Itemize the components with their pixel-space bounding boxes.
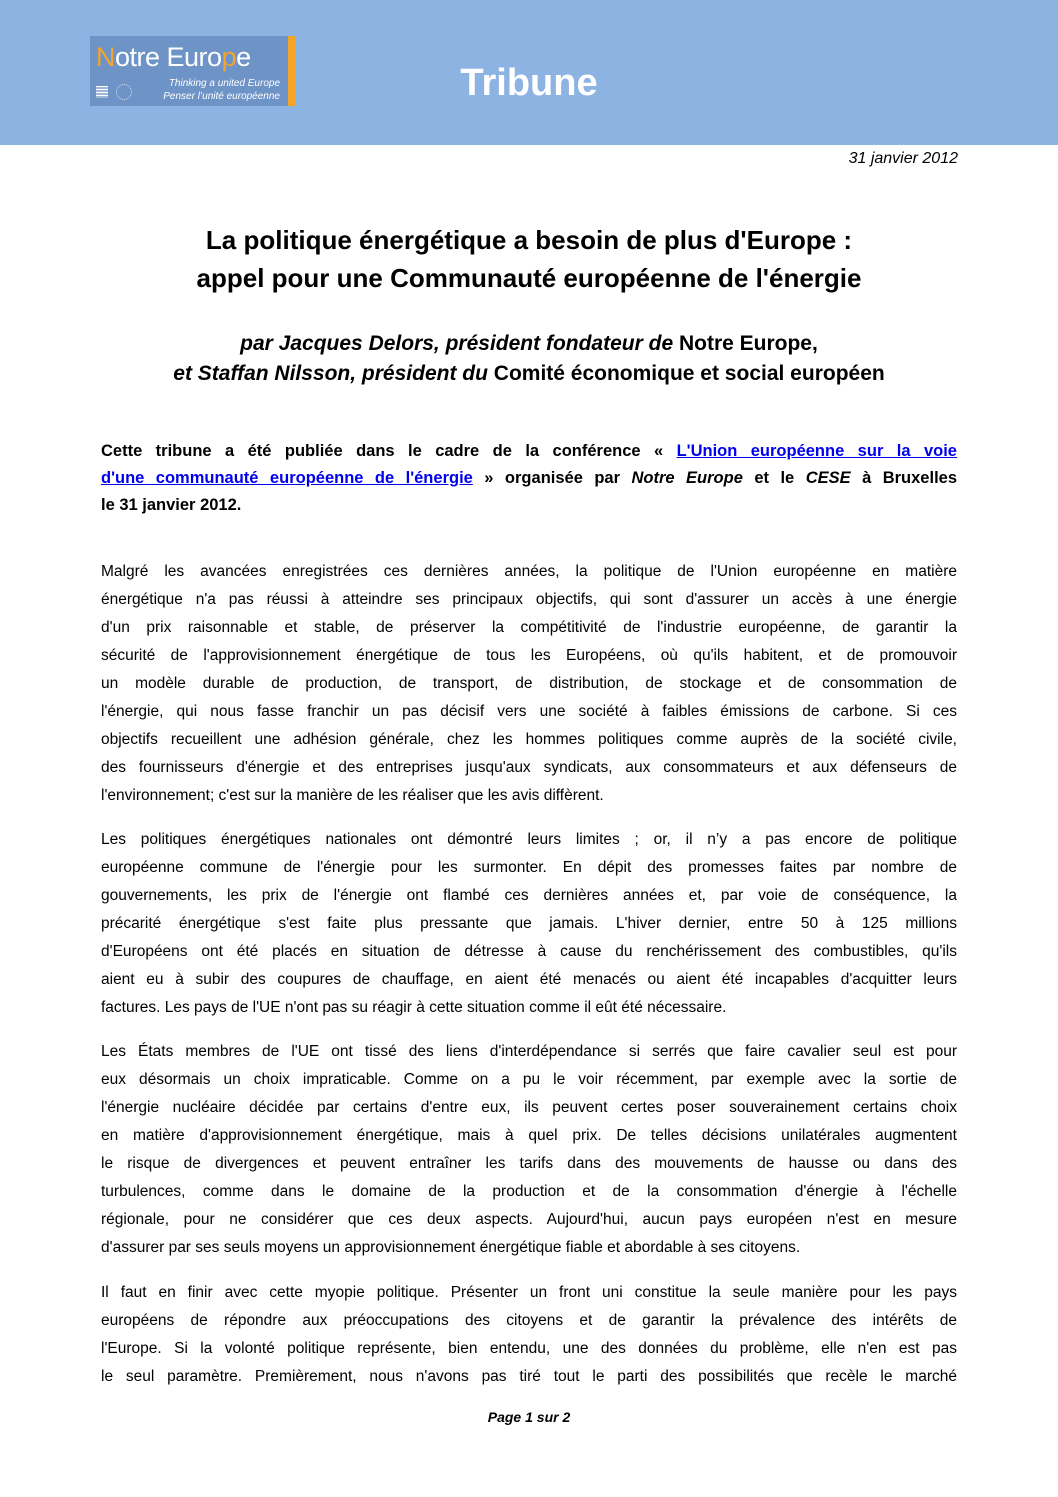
- paragraph-line: Il faut en finir avec cette myopie politique. Présenter un front uni constitue la seule manière pour les pays: [101, 1284, 957, 1301]
- logo-tagline-en: Thinking a united Europe: [168, 78, 280, 89]
- paragraph-line: aient eu à subir des coupures de chauffage, en aient été menacés ou aient été incapables d'acquitter leurs: [101, 971, 957, 988]
- paragraph-line: européenne commune de l'énergie pour les surmonter. En dépit des promesses faites par nombre de: [101, 859, 957, 876]
- paragraph-line: turbulences, comme dans le domaine de la production et de la consommation d'énergie à l'échelle: [101, 1183, 957, 1200]
- title-line-1: La politique énergétique a besoin de plus d'Europe :: [205, 225, 853, 255]
- paragraph-line: régionale, pour ne considérer que ces deux aspects. Aujourd'hui, aucun pays européen n'est en mesure: [101, 1211, 957, 1228]
- intro-line-1: Cette tribune a été publiée dans le cadre de la conférence « L'Union européenne sur la voie: [101, 442, 957, 460]
- header-band: [0, 0, 1058, 145]
- paragraph-line: en matière d'approvisionnement énergétique, mais à quel prix. De telles décisions unilatérales augmentent: [101, 1127, 957, 1144]
- paragraph-line: d'Européens ont été placés en situation de détresse à cause du renchérissement des combustibles, qu'ils: [101, 943, 957, 960]
- paragraph-line: un modèle durable de production, de transport, de distribution, de stockage et de consommation de: [101, 675, 957, 692]
- conference-link-cont[interactable]: d'une communauté européenne de l'énergie: [101, 469, 473, 487]
- paragraph-line: Les politiques énergétiques nationales ont démontré leurs limites ; or, il n’y a pas encore de politique: [101, 831, 957, 848]
- page-number: Page 1 sur 2: [487, 1409, 571, 1425]
- paragraph-line: sécurité de l'approvisionnement énergétique de tous les Européens, où qu'ils habitent, et de promouvoir: [101, 647, 957, 664]
- paragraph-line: objectifs recueillent une adhésion générale, chez les hommes politiques comme auprès de la société civile,: [101, 731, 957, 748]
- publication-date: 31 janvier 2012: [848, 150, 958, 167]
- paragraph-line: eux désormais un choix impraticable. Comme on a pu le voir récemment, par exemple avec la sortie de: [101, 1071, 957, 1088]
- intro-line-3: le 31 janvier 2012.: [101, 496, 242, 514]
- paragraph-line: Malgré les avancées enregistrées ces dernières années, la politique de l'Union européenne en matière: [101, 563, 957, 580]
- paragraph-line: le risque de divergences et peuvent entraîner les tarifs dans des mouvements de hausse ou dans des: [101, 1155, 957, 1172]
- paragraph-line: factures. Les pays de l'UE n'ont pas su réagir à cette situation comme il eût été nécessaire.: [101, 999, 727, 1016]
- paragraph-line: d'un prix raisonnable et stable, de préserver la compétitivité de l'industrie européenne, de garantir la: [101, 619, 957, 636]
- paragraph-line: Les États membres de l'UE ont tissé des liens d'interdépendance si serrés que faire cavalier seul est pour: [101, 1043, 957, 1060]
- byline-2: et Staffan Nilsson, président du Comité économique et social européen: [173, 362, 885, 385]
- paragraph-line: d'assurer par ses seuls moyens un approvisionnement énergétique fiable et abordable à ses citoyens.: [101, 1239, 801, 1256]
- paragraph-line: énergétique n'a pas réussi à atteindre ses principaux objectifs, qui sont d'assurer un accès à une énergie: [101, 591, 957, 608]
- notre-europe-logo: Notre Europe Thinking a united Europe Penser l’unité européenne: [90, 36, 288, 106]
- byline-1: par Jacques Delors, président fondateur de Notre Europe,: [240, 332, 818, 355]
- conference-link[interactable]: L'Union européenne sur la voie: [676, 442, 957, 460]
- section-label: Tribune: [460, 62, 598, 104]
- paragraph-line: l'environnement; c'est sur la manière de les réaliser que les avis diffèrent.: [101, 787, 604, 804]
- intro-line-2: d'une communauté européenne de l'énergie » organisée par Notre Europe et le CESE à Bruxelles: [101, 469, 958, 487]
- paragraph-line: l'Europe. Si la volonté politique représente, bien entendu, une des données du problème, elle n'en est pas: [101, 1340, 957, 1357]
- paragraph-line: précarité énergétique s'est faite plus pressante que jamais. L'hiver dernier, entre 50 à 125 millions: [101, 915, 957, 932]
- paragraph-line: gouvernements, les prix de l'énergie ont flambé ces dernières années et, par voie de conséquence, la: [101, 887, 957, 904]
- paragraph-line: des fournisseurs d'énergie et des entreprises jusqu'aux syndicats, aux consommateurs et aux défenseurs de: [101, 759, 957, 776]
- paragraph-line: européens de répondre aux préoccupations des citoyens et de garantir la prévalence des intérêts de: [101, 1312, 957, 1329]
- paragraph-line: l'énergie nucléaire décidée par certains d'entre eux, ils peuvent certes poser souverainement certains choix: [101, 1099, 957, 1116]
- title-line-2: appel pour une Communauté européenne de l'énergie: [196, 263, 862, 293]
- logo-tagline-fr: Penser l’unité européenne: [163, 91, 280, 102]
- paragraph-line: l'énergie, qui nous fasse franchir un pas décisif vers une société à faibles émissions de carbone. Si ces: [101, 703, 957, 720]
- paragraph-line: le seul paramètre. Premièrement, nous n'avons pas tiré tout le parti des possibilités que recèle le marché: [101, 1368, 957, 1385]
